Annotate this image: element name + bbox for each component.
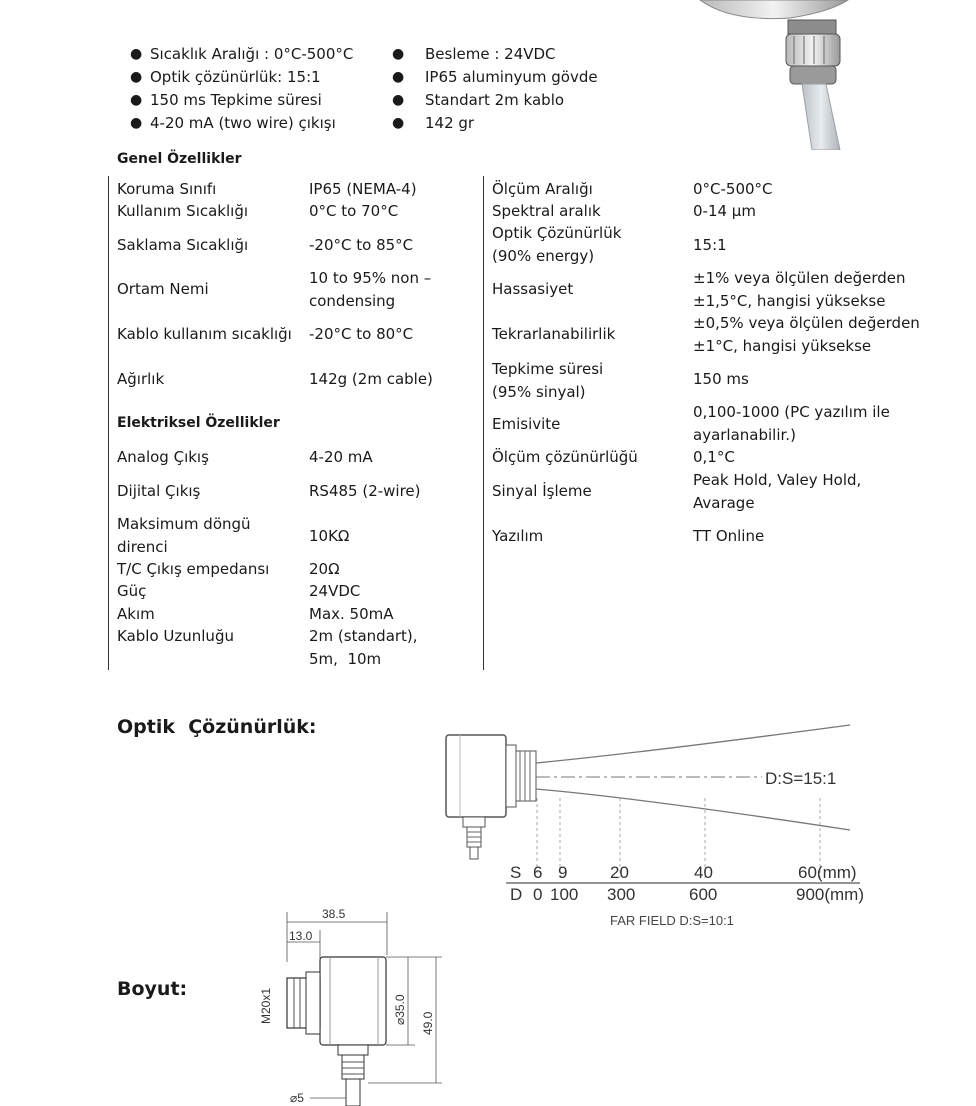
row-value: IP65 (NEMA-4) [309,180,417,198]
row-value: 20Ω [309,560,340,578]
row-label: Emisivite [492,415,561,433]
boyut-title: Boyut: [117,978,188,1000]
s-value: 40 [694,863,713,882]
table-border-left [108,176,109,670]
row-value: Max. 50mA [309,605,394,623]
d-value: 300 [607,885,636,904]
ratio-label: D:S=15:1 [765,769,837,788]
row-value: RS485 (2-wire) [309,482,421,500]
row-label: Tekrarlanabilirlik [492,325,616,343]
row-label: Maksimum döngü direnci [117,515,251,556]
d-value: 0 [533,885,543,904]
dimension-drawing [250,900,450,1106]
row-label: Hassasiyet [492,280,574,298]
dim-width-total: 38.5 [322,907,346,921]
row-label: Ölçüm çözünürlüğü [492,448,638,466]
features-right [392,43,598,135]
s-value: 60(mm) [798,863,857,882]
row-label: Spektral aralık [492,202,601,220]
table-border-mid [483,176,484,670]
sensor-body [446,735,506,817]
feature-item: ● Besleme : 24VDC [392,45,556,63]
row-label: Ağırlık [117,370,165,388]
row-label: T/C Çıkış empedansı [117,560,270,578]
feature-item: ● 4-20 mA (two wire) çıkışı [130,114,336,132]
row-label: Koruma Sınıfı [117,180,217,198]
row-value: ±1% veya ölçülen değerden ±1,5°C, hangisi yüksekse [693,269,906,310]
s-value: 6 [533,863,543,882]
far-field-label: FAR FIELD D:S=10:1 [610,913,734,928]
product-photo [690,0,850,150]
electrical-title: Elektriksel Özellikler [117,415,280,431]
row-value: 0°C to 70°C [309,202,399,220]
row-value: 2m (standart), 5m, 10m [309,627,418,668]
s-value: 9 [558,863,568,882]
optik-title: Optik Çözünürlük: [117,716,317,738]
feature-item: ● IP65 aluminyum gövde [392,68,598,86]
s-label: S [510,863,522,882]
row-value: 10KΩ [309,527,350,545]
row-value: Peak Hold, Valey Hold, Avarage [693,471,862,512]
optics-diagram [440,718,880,933]
row-label: Ortam Nemi [117,280,209,298]
row-label: Kullanım Sıcaklığı [117,202,249,220]
row-value: 24VDC [309,582,361,600]
feature-item: ● 150 ms Tepkime süresi [130,91,322,109]
row-label: Kablo kullanım sıcaklığı [117,325,292,343]
d-value: 100 [550,885,579,904]
row-label: Sinyal İşleme [492,482,592,500]
row-value: TT Online [693,527,765,545]
dim-height: 49.0 [421,1011,435,1035]
dim-width-thread: 13.0 [289,929,313,943]
feature-item: ● 142 gr [392,114,475,132]
row-value: 0°C-500°C [693,180,773,198]
row-label: Saklama Sıcaklığı [117,236,249,254]
d-value: 600 [689,885,718,904]
row-value: 150 ms [693,370,749,388]
d-value: 900(mm) [796,885,865,904]
dim-diameter: ⌀35.0 [393,994,407,1025]
dim-cable: ⌀5 [290,1091,304,1105]
row-value: 0,100-1000 (PC yazılım ile ayarlanabilir.) [693,403,890,444]
feature-item: ● Optik çözünürlük: 15:1 [130,68,321,86]
row-label: Tepkime süresi (95% sinyal) [492,360,604,401]
row-label: Analog Çıkış [117,448,209,466]
row-label: Akım [117,605,155,623]
dim-thread: M20x1 [259,987,273,1024]
row-label: Kablo Uzunluğu [117,627,234,645]
row-label: Optik Çözünürlük (90% energy) [492,224,622,265]
row-label: Güç [117,582,147,600]
row-label: Dijital Çıkış [117,482,201,500]
row-value: 10 to 95% non – condensing [309,269,432,310]
d-label: D [510,885,523,904]
row-label: Yazılım [492,527,544,545]
features-left [130,43,354,135]
row-value: ±0,5% veya ölçülen değerden ±1°C, hangisi yüksekse [693,314,920,355]
row-label: Ölçüm Aralığı [492,180,593,198]
row-value: 4-20 mA [309,448,373,466]
feature-item: ● Sıcaklık Aralığı : 0°C-500°C [130,45,354,63]
feature-item: ● Standart 2m kablo [392,91,565,109]
row-value: 142g (2m cable) [309,370,433,388]
row-value: -20°C to 85°C [309,236,414,254]
row-value: 15:1 [693,236,727,254]
row-value: 0-14 µm [693,202,756,220]
row-value: -20°C to 80°C [309,325,414,343]
s-value: 20 [610,863,629,882]
row-value: 0,1°C [693,448,735,466]
general-title: Genel Özellikler [117,151,242,167]
